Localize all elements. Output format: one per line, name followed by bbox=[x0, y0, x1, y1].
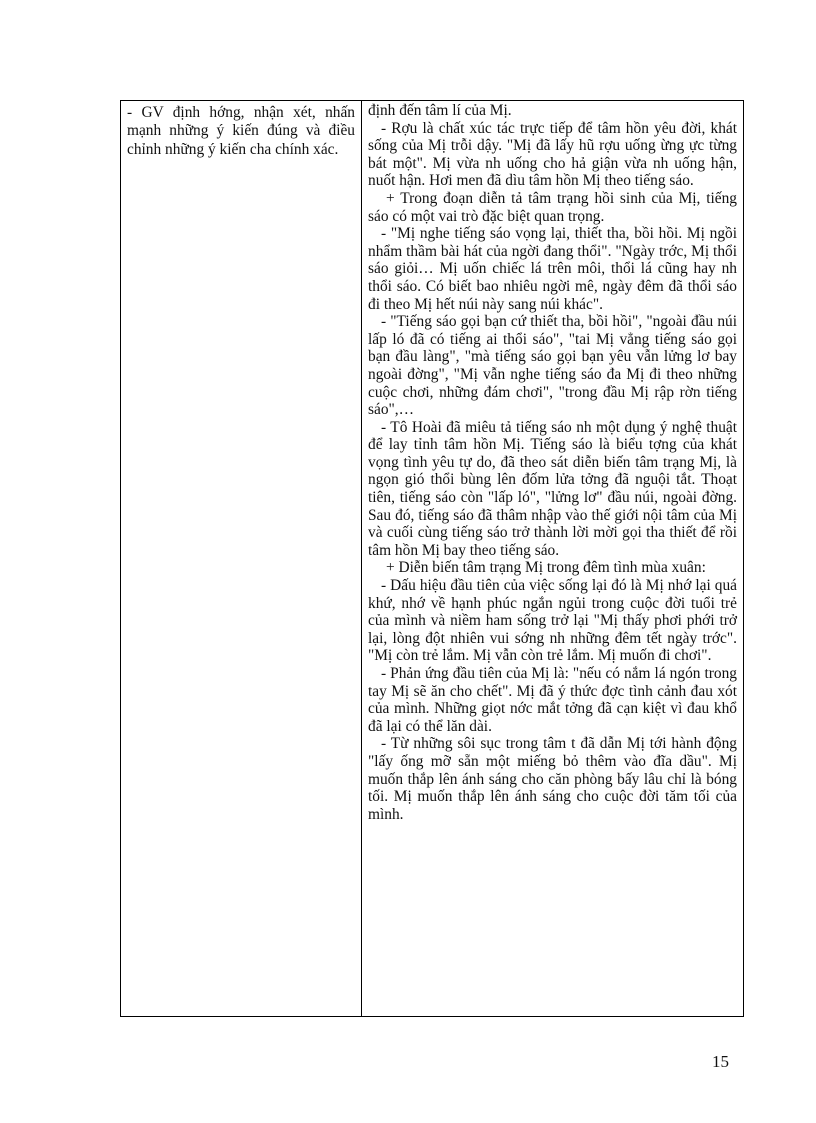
content-paragraph: - Phản ứng đầu tiên của Mị là: "nếu có nắm lá ngón trong tay Mị sẽ ăn cho chết". Mị đã ý thức đợc tình cảnh đau xót của mình. Những giọt nớc mắt tởng đã cạn kiệt vì đau khổ đã lại có thể lăn dài. bbox=[368, 665, 737, 735]
teacher-activity-text: - GV định hớng, nhận xét, nhấn mạnh những ý kiến đúng và điều chỉnh những ý kiến cha chính xác. bbox=[127, 104, 355, 158]
content-paragraph: - Dấu hiệu đầu tiên của việc sống lại đó là Mị nhớ lại quá khứ, nhớ về hạnh phúc ngắn ngủi trong cuộc đời tuổi trẻ của mình và niềm ham sống trở lại "Mị thấy phơi phới trở lại, lòng đột nhiên vui sớng nh những đêm tết ngày trớc". "Mị còn trẻ lắm. Mị vẫn còn trẻ lắm. Mị muốn đi chơi". bbox=[368, 577, 737, 665]
content-paragraph: + Diễn biến tâm trạng Mị trong đêm tình mùa xuân: bbox=[386, 559, 706, 577]
content-paragraph: định đến tâm lí của Mị. bbox=[368, 102, 512, 119]
lesson-content-column bbox=[362, 101, 743, 1016]
content-paragraph: - Tô Hoài đã miêu tả tiếng sáo nh một dụng ý nghệ thuật để lay tỉnh tâm hồn Mị. Tiếng sáo là biểu tợng của khát vọng tình yêu tự do, đã theo sát diễn biến tâm trạng Mị, là ngọn gió thổi bùng lên đốm lửa tởng đã nguội tắt. Thoạt tiên, tiếng sáo còn "lấp ló", "lửng lơ" đầu núi, ngoài đờng. Sau đó, tiếng sáo đã thâm nhập vào thế giới nội tâm của Mị và cuối cùng tiếng sáo trở thành lời mời gọi tha thiết để rồi tâm hồn Mị bay theo tiếng sáo. bbox=[368, 418, 737, 559]
content-table bbox=[120, 100, 744, 1017]
content-paragraph: - Rợu là chất xúc tác trực tiếp để tâm hồn yêu đời, khát sống của Mị trỗi dậy. "Mị đã lấy hũ rợu uống ừng ực từng bát một". Mị vừa nh uống cho hả giận vừa nh uống hận, nuốt hận. Hơi men đã dìu tâm hồn Mị theo tiếng sáo. bbox=[368, 119, 737, 190]
content-paragraph: - Từ những sôi sục trong tâm t đã dẫn Mị tới hành động "lấy ống mỡ sẵn một miếng bỏ thêm vào đĩa dầu". Mị muốn thắp lên ánh sáng cho căn phòng bấy lâu chỉ là bóng tối. Mị muốn thắp lên ánh sáng cho cuộc đời tăm tối của mình. bbox=[368, 735, 737, 823]
teacher-activity-column bbox=[121, 101, 362, 1016]
content-paragraph: - "Tiếng sáo gọi bạn cứ thiết tha, bồi hồi", "ngoài đầu núi lấp ló đã có tiếng ai thổi sáo", "tai Mị vẳng tiếng sáo gọi bạn đầu làng", "mà tiếng sáo gọi bạn yêu vẫn lửng lơ bay ngoài đờng", "Mị vẫn nghe tiếng sáo đa Mị đi theo những cuộc chơi, những đám chơi", "trong đầu Mị rập rờn tiếng sáo",… bbox=[368, 313, 737, 419]
content-paragraph: + Trong đoạn diễn tả tâm trạng hồi sinh của Mị, tiếng sáo có một vai trò đặc biệt quan trọng. bbox=[368, 189, 737, 225]
content-paragraph: - "Mị nghe tiếng sáo vọng lại, thiết tha, bồi hồi. Mị ngồi nhẩm thầm bài hát của ngời đang thổi". "Ngày trớc, Mị thổi sáo giỏi… Mị uốn chiếc lá trên môi, thổi lá cũng hay nh thổi sáo. Có biết bao nhiêu ngời mê, ngày đêm đã thổi sáo đi theo Mị hết núi này sang núi khác". bbox=[368, 225, 737, 313]
page-number: 15 bbox=[712, 1052, 729, 1071]
